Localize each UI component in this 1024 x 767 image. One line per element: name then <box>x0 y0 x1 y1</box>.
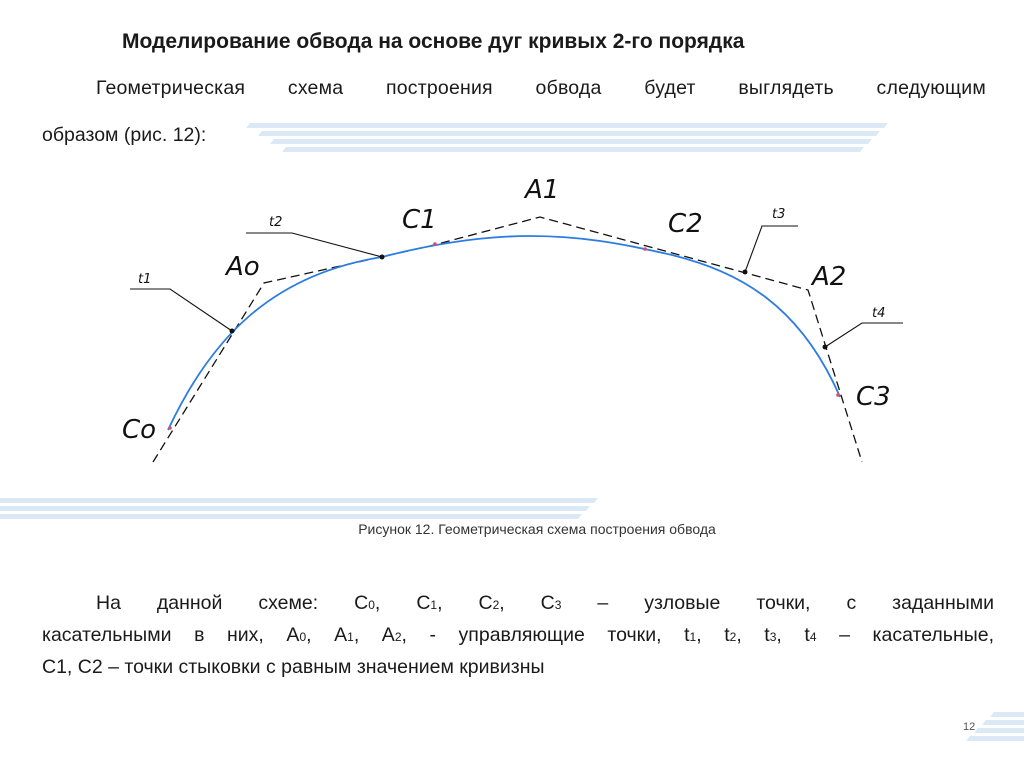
label-c1: C1 <box>402 205 437 235</box>
intro-text-line-2: образом (рис. 12): <box>42 124 207 146</box>
subscript: 2 <box>729 630 737 644</box>
subscript: 3 <box>769 630 777 644</box>
leader-t4 <box>825 323 903 347</box>
label-t4: t4 <box>872 306 886 321</box>
node-c0 <box>168 426 172 430</box>
point-t1 <box>230 329 235 334</box>
subscript: 1 <box>347 630 354 644</box>
slide-title: Моделирование обвода на основе дуг кривых 2-го порядка <box>122 30 745 53</box>
leader-t1 <box>130 289 232 331</box>
text-segment: , С <box>499 592 555 614</box>
subscript: 1 <box>430 598 438 612</box>
tangent-points <box>230 255 828 350</box>
text-segment: А <box>286 624 300 646</box>
text-segment: – узловые точки, с заданными <box>561 592 995 614</box>
text-segment: , С <box>437 592 493 614</box>
subscript: 4 <box>809 630 817 644</box>
subscript: 1 <box>689 630 697 644</box>
subscript: 3 <box>554 598 562 612</box>
text-segment: , - управляющие точки, t <box>401 624 690 646</box>
node-c1 <box>433 242 437 246</box>
description-line-2 <box>42 620 994 652</box>
page-number: 12 <box>963 721 976 733</box>
subscript: 0 <box>299 630 307 644</box>
point-t2 <box>380 255 385 260</box>
text-segment: , t <box>736 624 770 646</box>
subscript: 0 <box>368 598 375 612</box>
contour-curve <box>168 236 840 430</box>
leader-lines <box>130 226 903 347</box>
node-c3 <box>836 393 840 397</box>
label-c3: C3 <box>856 382 891 412</box>
subscript: 2 <box>394 630 402 644</box>
description-line-3: С1, С2 – точки стыковки с равным значением кривизны <box>42 656 545 678</box>
label-a0: Ao <box>226 252 260 282</box>
label-c0: Co <box>122 415 157 445</box>
text-segment: , t <box>776 624 810 646</box>
text-segment: касательными в них, <box>42 624 287 646</box>
label-c2: C2 <box>668 209 703 239</box>
node-c2 <box>643 247 647 251</box>
label-a1: A1 <box>525 175 560 205</box>
figure-caption-text: Рисунок 12. Геометрическая схема построения обвода <box>358 521 716 537</box>
point-t4 <box>823 345 828 350</box>
leader-t3 <box>745 226 798 272</box>
text-segment: , t <box>696 624 730 646</box>
text-segment: На данной схеме: С <box>96 592 369 614</box>
text-segment: , С <box>374 592 431 614</box>
node-points <box>168 242 840 430</box>
leader-t2 <box>246 233 382 257</box>
figure-caption <box>0 521 1024 537</box>
point-t3 <box>743 270 748 275</box>
intro-text-line-1: Геометрическая схема построения обвода будет выглядеть следующим <box>96 77 986 99</box>
description-paragraph <box>42 588 994 682</box>
description-line-1 <box>42 588 994 620</box>
text-segment: , А <box>353 624 395 646</box>
subscript: 2 <box>492 598 500 612</box>
label-t1: t1 <box>138 272 152 287</box>
text-segment: , А <box>306 624 348 646</box>
label-t2: t2 <box>269 215 283 230</box>
label-a2: A2 <box>812 262 847 292</box>
text-segment: – касательные, <box>816 624 994 646</box>
label-t3: t3 <box>772 207 786 222</box>
